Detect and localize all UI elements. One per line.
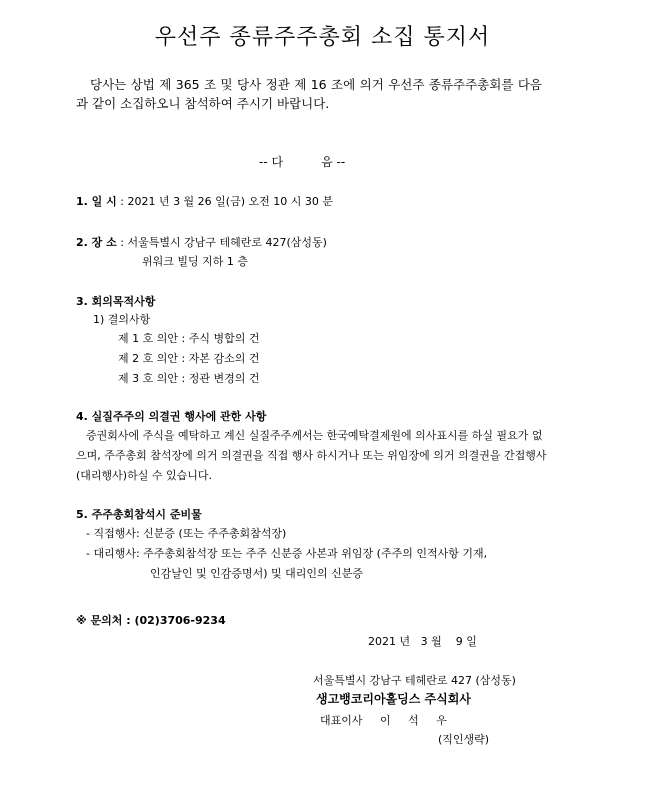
section-prep-heading: 5. 주주총회참석시 준비물 — [76, 508, 202, 521]
agenda-item — [118, 350, 259, 366]
divider-right: 음 -- — [321, 155, 346, 169]
agenda-item-no: 제 3 호 의안 — [118, 372, 178, 385]
company-name: 생고뱅코리아홀딩스 주식회사 — [316, 692, 471, 706]
prep-proxy-line2: 인감날인 및 인감증명서) 및 대리인의 신분증 — [150, 567, 364, 580]
section-agenda-heading: 3. 회의목적사항 — [76, 295, 156, 308]
section-voting-heading: 4. 실질주주의 의결권 행사에 관한 사항 — [76, 410, 267, 423]
section-datetime-value: : 2021 년 3 월 26 일(금) 오전 10 시 30 분 — [120, 195, 333, 208]
notice-divider — [259, 153, 345, 170]
section-voting-body: 증권회사에 주식을 예탁하고 계신 실질주주께서는 한국예탁결제원에 의사표시를 하실 필요가 없으며, 주주총회 참석장에 의거 의결권을 직접 행사 하시거나 또는 위임장에 의거 의결권을 간접행사(대리행사)하실 수 있습니다. — [76, 429, 547, 482]
section-datetime-label: 1. 일 시 — [76, 195, 117, 208]
section-venue — [76, 234, 327, 250]
section-venue-value-line2: 위워크 빌딩 지하 1 층 — [142, 255, 248, 268]
page-title: 우선주 종류주주총회 소집 통지서 — [154, 25, 491, 50]
seal-omitted-note: (직인생략) — [438, 733, 490, 746]
intro-text: 당사는 상법 제 365 조 및 당사 정관 제 16 조에 의거 우선주 종류주주총회를 다음과 같이 소집하오니 참석하여 주시기 바랍니다. — [76, 77, 542, 111]
section-agenda-subheading: 1) 결의사항 — [93, 313, 151, 326]
notice-date: 2021 년 3 월 9 일 — [368, 635, 477, 648]
section-venue-label: 2. 장 소 — [76, 236, 117, 249]
contact-line: ※ 문의처 : (02)3706-9234 — [76, 614, 226, 627]
agenda-item-text: : 주식 병합의 건 — [181, 332, 260, 345]
prep-proxy: - 대리행사: 주주총회참석장 또는 주주 신분증 사본과 위임장 (주주의 인적사항 기재, — [86, 547, 488, 560]
intro-paragraph — [76, 75, 542, 113]
agenda-item — [118, 370, 259, 386]
ceo-name: 대표이사 이 석 우 — [320, 714, 447, 727]
prep-direct: - 직접행사: 신분증 (또는 주주총회참석장) — [86, 527, 287, 540]
agenda-item — [118, 330, 259, 346]
agenda-item-no: 제 2 호 의안 — [118, 352, 178, 365]
divider-left: -- 다 — [259, 155, 284, 169]
section-datetime — [76, 193, 333, 209]
section-venue-value: : 서울특별시 강남구 테헤란로 427(삼성동) — [120, 236, 327, 249]
company-address: 서울특별시 강남구 테헤란로 427 (삼성동) — [313, 674, 516, 687]
agenda-item-text: : 자본 감소의 건 — [181, 352, 260, 365]
agenda-item-text: : 정관 변경의 건 — [181, 372, 260, 385]
agenda-item-no: 제 1 호 의안 — [118, 332, 178, 345]
